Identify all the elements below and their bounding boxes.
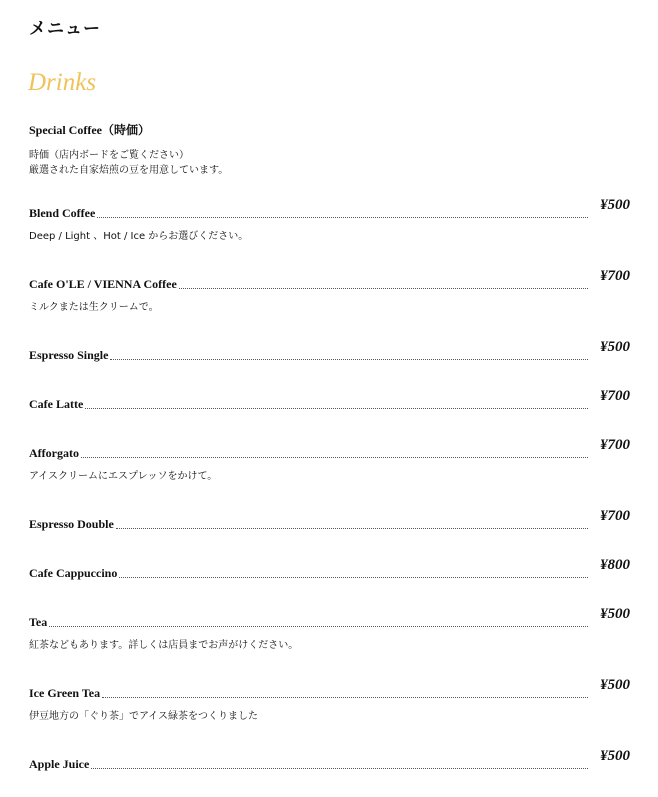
section-title-drinks: Drinks bbox=[28, 69, 97, 96]
dotted-leader bbox=[110, 358, 588, 360]
menu-item-name: Espresso Double bbox=[29, 517, 114, 531]
special-coffee-item bbox=[29, 122, 629, 178]
menu-item-row bbox=[29, 388, 630, 411]
menu-item-description: 伊豆地方の「ぐり茶」でアイス緑茶をつくりました bbox=[29, 711, 258, 722]
menu-item-price: ¥800 bbox=[600, 557, 630, 573]
menu-item-price: ¥700 bbox=[600, 437, 630, 453]
menu-item-name: Cafe O'LE / VIENNA Coffee bbox=[29, 277, 177, 291]
menu-item-description: ミルクまたは生クリームで。 bbox=[29, 302, 159, 313]
special-coffee-name: Special Coffee（時価） bbox=[29, 123, 150, 137]
special-coffee-desc-line: 厳選された自家焙煎の豆を用意しています。 bbox=[29, 165, 229, 176]
dotted-leader bbox=[116, 527, 588, 529]
dotted-leader bbox=[81, 456, 588, 458]
dotted-leader bbox=[49, 625, 588, 627]
menu-item-description: Deep / Light 、Hot / Ice からお選びください。 bbox=[29, 231, 249, 242]
menu-item-row bbox=[29, 268, 630, 291]
menu-item-name: Espresso Single bbox=[29, 348, 109, 362]
menu-item-row bbox=[29, 677, 630, 700]
menu-item-name: Cafe Latte bbox=[29, 397, 84, 411]
menu-item-description: アイスクリームにエスプレッソをかけて。 bbox=[29, 471, 218, 482]
dotted-leader bbox=[179, 287, 588, 289]
menu-item-price: ¥500 bbox=[600, 677, 630, 693]
menu-item-cafe-ole-vienna bbox=[29, 268, 630, 315]
menu-item-price: ¥500 bbox=[600, 339, 630, 355]
special-coffee-description bbox=[29, 148, 629, 178]
menu-item-price: ¥700 bbox=[600, 268, 630, 284]
menu-item-cafe-cappuccino bbox=[29, 557, 630, 580]
menu-item-apple-juice bbox=[29, 748, 630, 771]
menu-item-cafe-latte bbox=[29, 388, 630, 411]
menu-item-row bbox=[29, 197, 630, 220]
dotted-leader bbox=[85, 407, 588, 409]
menu-item-description: 紅茶などもあります。詳しくは店員までお声がけください。 bbox=[29, 640, 299, 651]
menu-item-name: Afforgato bbox=[29, 446, 79, 460]
dotted-leader bbox=[102, 696, 588, 698]
special-coffee-desc-line: 時価（店内ボードをご覧ください） bbox=[29, 150, 189, 161]
menu-item-name: Ice Green Tea bbox=[29, 686, 101, 700]
menu-item-name: Tea bbox=[29, 615, 48, 629]
menu-item-name: Blend Coffee bbox=[29, 206, 96, 220]
menu-item-ice-green-tea bbox=[29, 677, 630, 724]
menu-item-name: Cafe Cappuccino bbox=[29, 566, 118, 580]
menu-item-price: ¥500 bbox=[600, 606, 630, 622]
menu-item-tea bbox=[29, 606, 630, 653]
menu-item-price: ¥500 bbox=[600, 748, 630, 764]
menu-item-afforgato bbox=[29, 437, 630, 484]
menu-item-espresso-double bbox=[29, 508, 630, 531]
menu-item-price: ¥700 bbox=[600, 508, 630, 524]
menu-item-row bbox=[29, 508, 630, 531]
menu-item-row bbox=[29, 748, 630, 771]
menu-item-row bbox=[29, 339, 630, 362]
menu-item-price: ¥500 bbox=[600, 197, 630, 213]
menu-item-espresso-single bbox=[29, 339, 630, 362]
menu-item-row bbox=[29, 437, 630, 460]
menu-item-price: ¥700 bbox=[600, 388, 630, 404]
menu-item-row bbox=[29, 606, 630, 629]
menu-item-row bbox=[29, 557, 630, 580]
page-title: メニュー bbox=[29, 19, 101, 39]
dotted-leader bbox=[97, 216, 588, 218]
dotted-leader bbox=[119, 576, 588, 578]
menu-item-name: Apple Juice bbox=[29, 757, 90, 771]
dotted-leader bbox=[91, 767, 588, 769]
menu-item-blend-coffee bbox=[29, 197, 630, 244]
